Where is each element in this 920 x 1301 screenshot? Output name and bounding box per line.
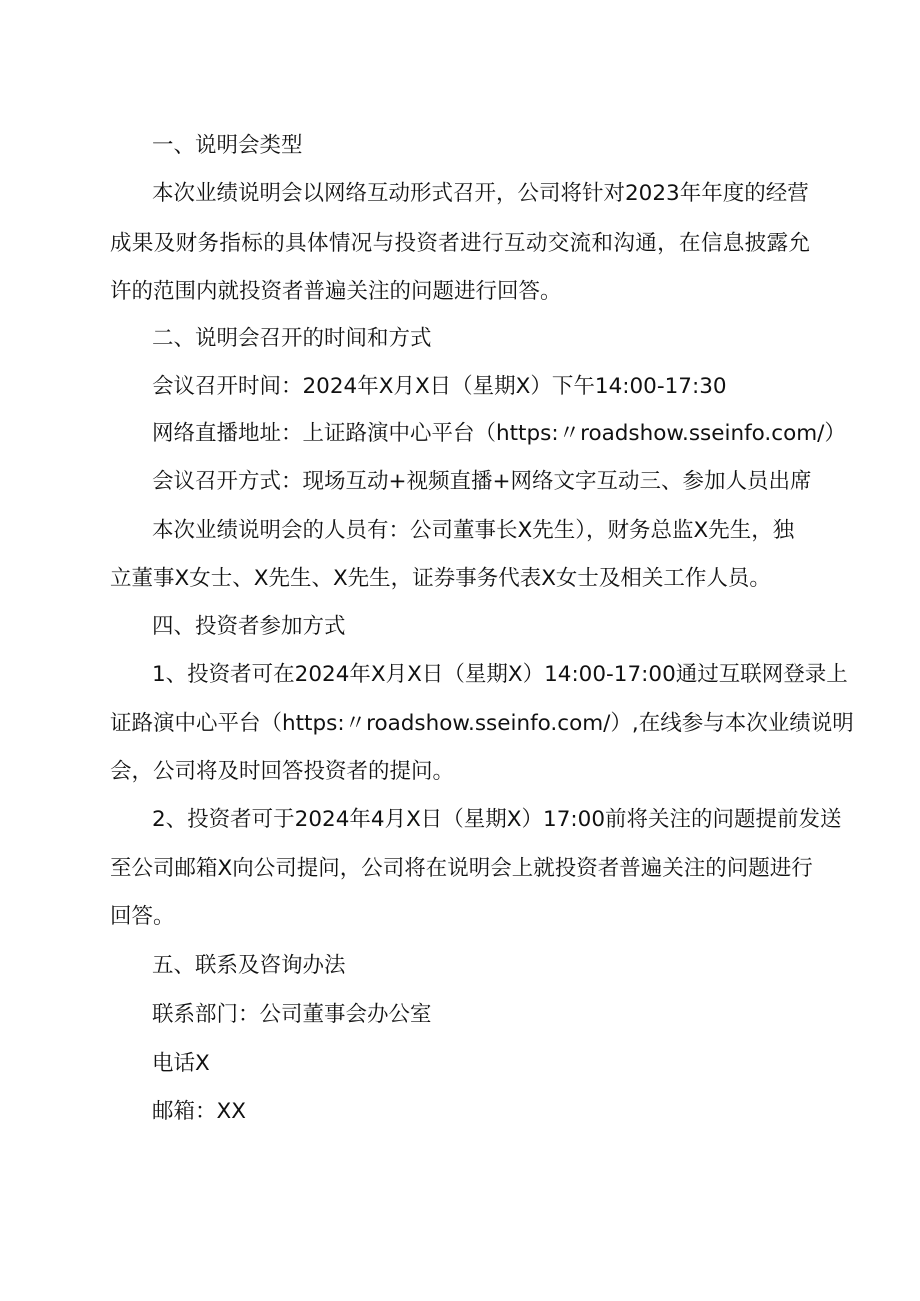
method2-line2: 至公司邮箱X向公司提问，公司将在说明会上就投资者普遍关注的问题进行 xyxy=(110,856,813,881)
contact-department: 联系部门：公司董事会办公室 xyxy=(152,1002,432,1027)
section5-heading: 五、联系及咨询办法 xyxy=(152,953,346,978)
meeting-time: 会议召开时间：2024年X月X日（星期X）下午14:00-17:30 xyxy=(152,374,727,399)
section1-para-line3: 许的范围内就投资者普遍关注的问题进行回答。 xyxy=(110,279,562,304)
method1-line3: 会，公司将及时回答投资者的提问。 xyxy=(110,759,455,784)
section1-heading: 一、说明会类型 xyxy=(152,133,303,158)
broadcast-address: 网络直播地址：上证路演中心平台（https:〃roadshow.sseinfo.com/） xyxy=(152,421,846,446)
attendees-line2: 立董事X女士、X先生、X先生，证券事务代表X女士及相关工作人员。 xyxy=(110,566,771,591)
contact-email: 邮箱：XX xyxy=(152,1099,246,1124)
method1-line1: 1、投资者可在2024年X月X日（星期X）14:00-17:00通过互联网登录上 xyxy=(152,662,848,687)
method2-line3: 回答。 xyxy=(110,904,175,929)
section1-para-line2: 成果及财务指标的具体情况与投资者进行互动交流和沟通，在信息披露允 xyxy=(110,231,810,256)
contact-phone: 电话X xyxy=(152,1051,210,1076)
attendees-line1: 本次业绩说明会的人员有：公司董事长X先生），财务总监X先生，独 xyxy=(152,518,795,543)
section1-para-line1: 本次业绩说明会以网络互动形式召开，公司将针对2023年年度的经营 xyxy=(152,181,809,206)
method2-line1: 2、投资者可于2024年4月X日（星期X）17:00前将关注的问题提前发送 xyxy=(152,807,842,832)
section4-heading: 四、投资者参加方式 xyxy=(152,614,346,639)
section2-heading: 二、说明会召开的时间和方式 xyxy=(152,326,432,351)
meeting-method: 会议召开方式：现场互动+视频直播+网络文字互动三、参加人员出席 xyxy=(152,469,812,494)
method1-line2: 证路演中心平台（https:〃roadshow.sseinfo.com/）,在线参与本次业绩说明 xyxy=(110,711,854,736)
